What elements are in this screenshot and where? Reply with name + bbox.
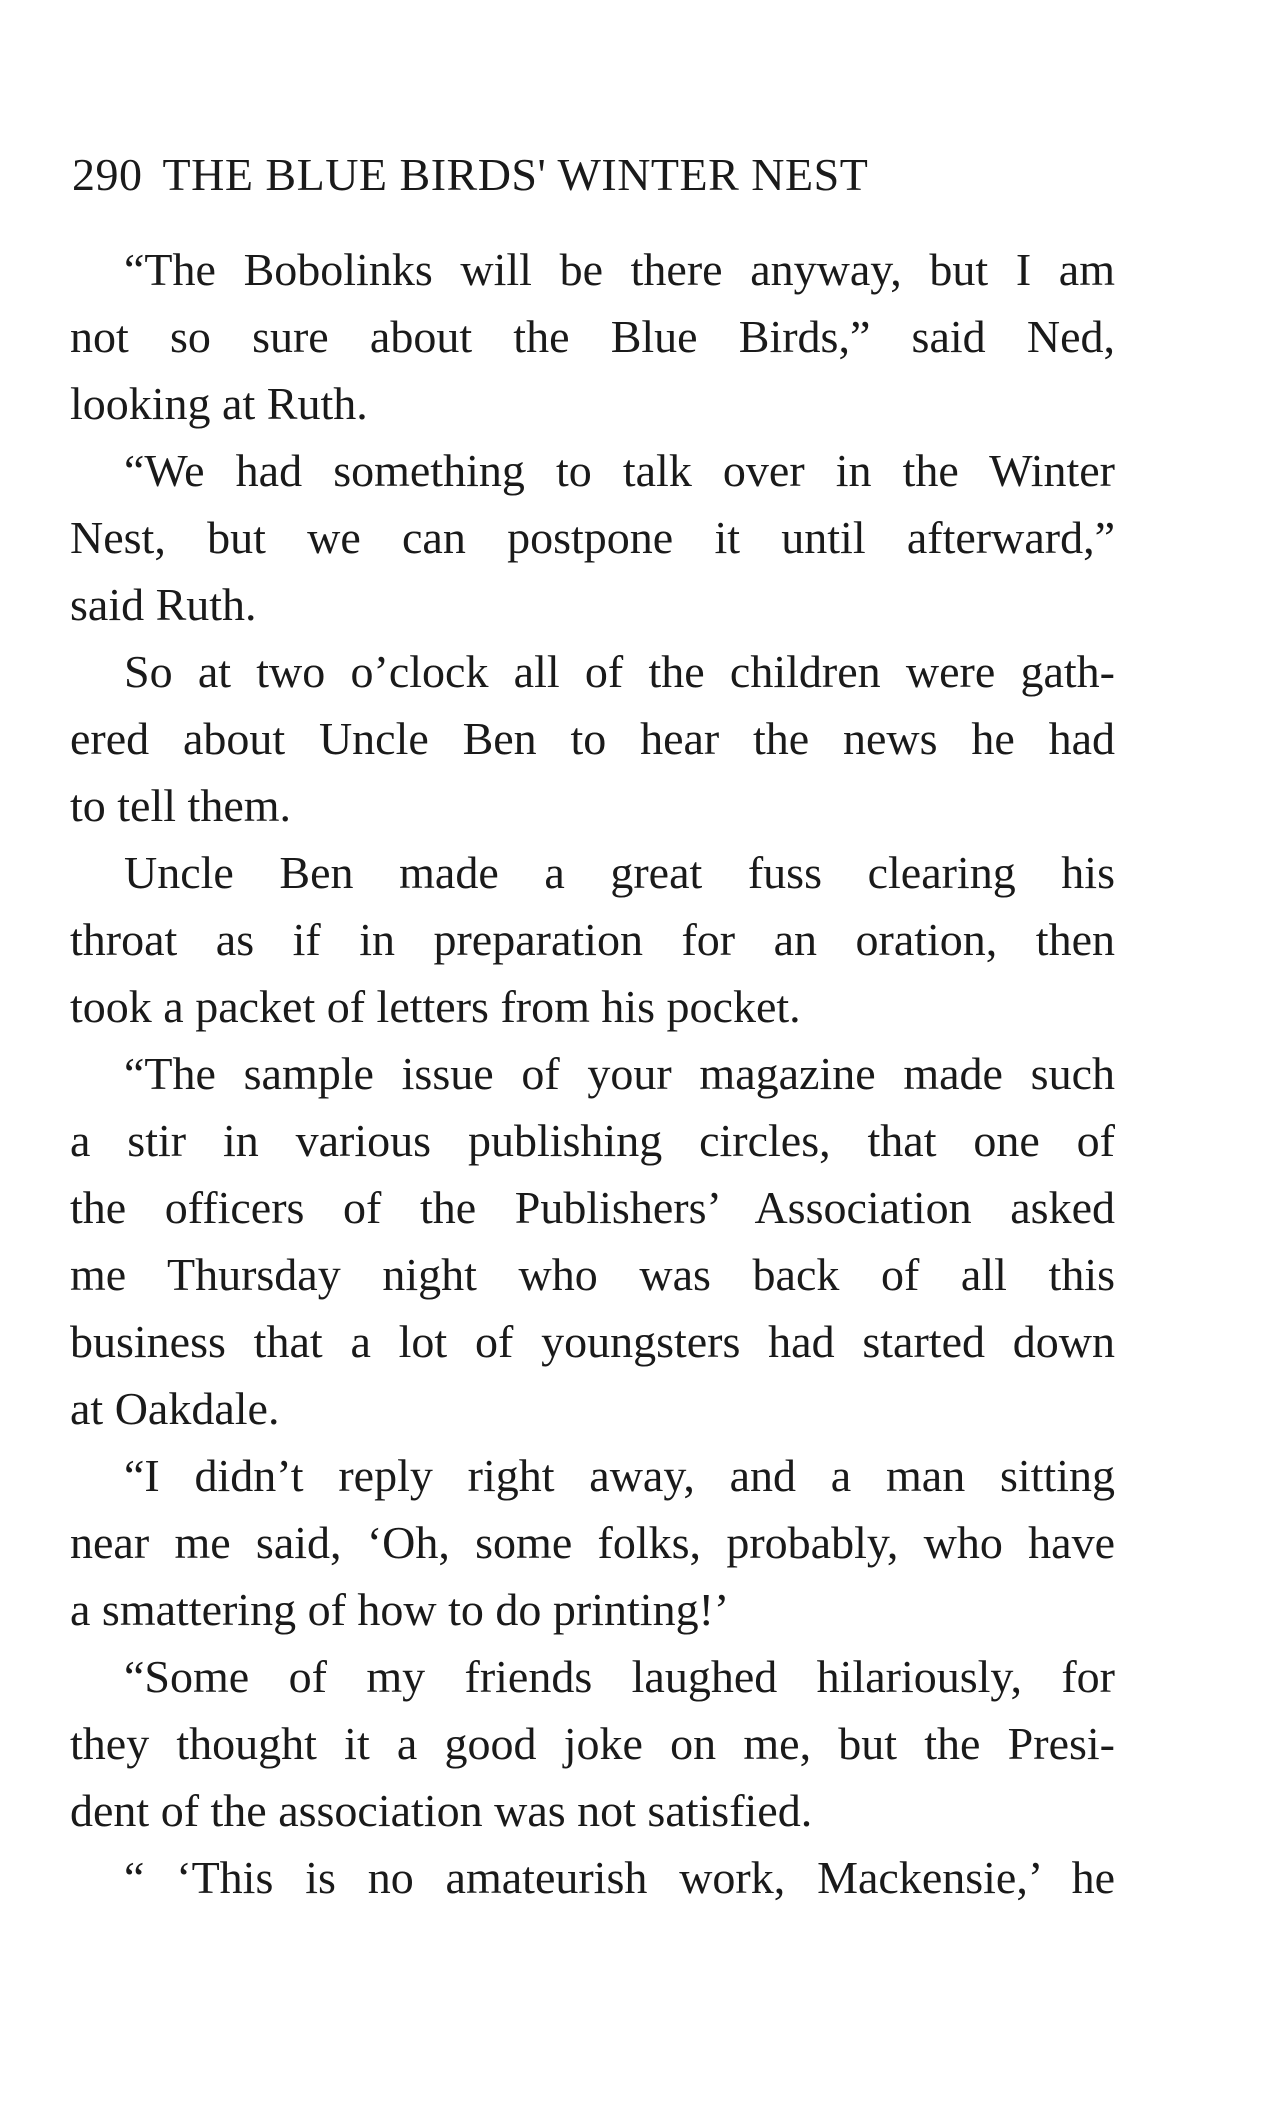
text-line: Uncle Ben made a great fuss clearing his (124, 847, 1115, 898)
running-title: THE BLUE BIRDS' WINTER NEST (162, 149, 869, 200)
text-line: took a packet of letters from his pocket. (70, 981, 801, 1032)
text-line: “We had something to talk over in the Winter (124, 445, 1115, 496)
text-line: ered about Uncle Ben to hear the news he had (70, 713, 1115, 764)
text-line: me Thursday night who was back of all this (70, 1249, 1115, 1300)
text-line: to tell them. (70, 780, 292, 831)
text-line: not so sure about the Blue Birds,” said Ned, (70, 311, 1115, 362)
text-line: business that a lot of youngsters had started down (70, 1316, 1115, 1367)
text-line: Nest, but we can postpone it until afterward,” (70, 512, 1115, 563)
page-number: 290 (72, 149, 143, 200)
text-line: “Some of my friends laughed hilariously, for (124, 1651, 1115, 1702)
text-line: dent of the association was not satisfied. (70, 1785, 813, 1836)
text-line: a stir in various publishing circles, that one of (70, 1115, 1115, 1166)
text-line: said Ruth. (70, 579, 257, 630)
text-line: at Oakdale. (70, 1383, 280, 1434)
body-text (70, 236, 1115, 1911)
text-line: near me said, ‘Oh, some folks, probably, who have (70, 1517, 1115, 1568)
text-line: “I didn’t reply right away, and a man sitting (124, 1450, 1115, 1501)
text-line: a smattering of how to do printing!’ (70, 1584, 730, 1635)
text-line: So at two o’clock all of the children were gath- (124, 646, 1115, 697)
running-header (72, 148, 1132, 201)
text-line: they thought it a good joke on me, but the Presi- (70, 1718, 1115, 1769)
text-line: the officers of the Publishers’ Association asked (70, 1182, 1115, 1233)
text-line: throat as if in preparation for an oration, then (70, 914, 1115, 965)
text-line: “The sample issue of your magazine made such (124, 1048, 1115, 1099)
text-line: looking at Ruth. (70, 378, 368, 429)
text-line: “ ‘This is no amateurish work, Mackensie,’ he (124, 1852, 1115, 1903)
text-line: “The Bobolinks will be there anyway, but I am (124, 244, 1115, 295)
